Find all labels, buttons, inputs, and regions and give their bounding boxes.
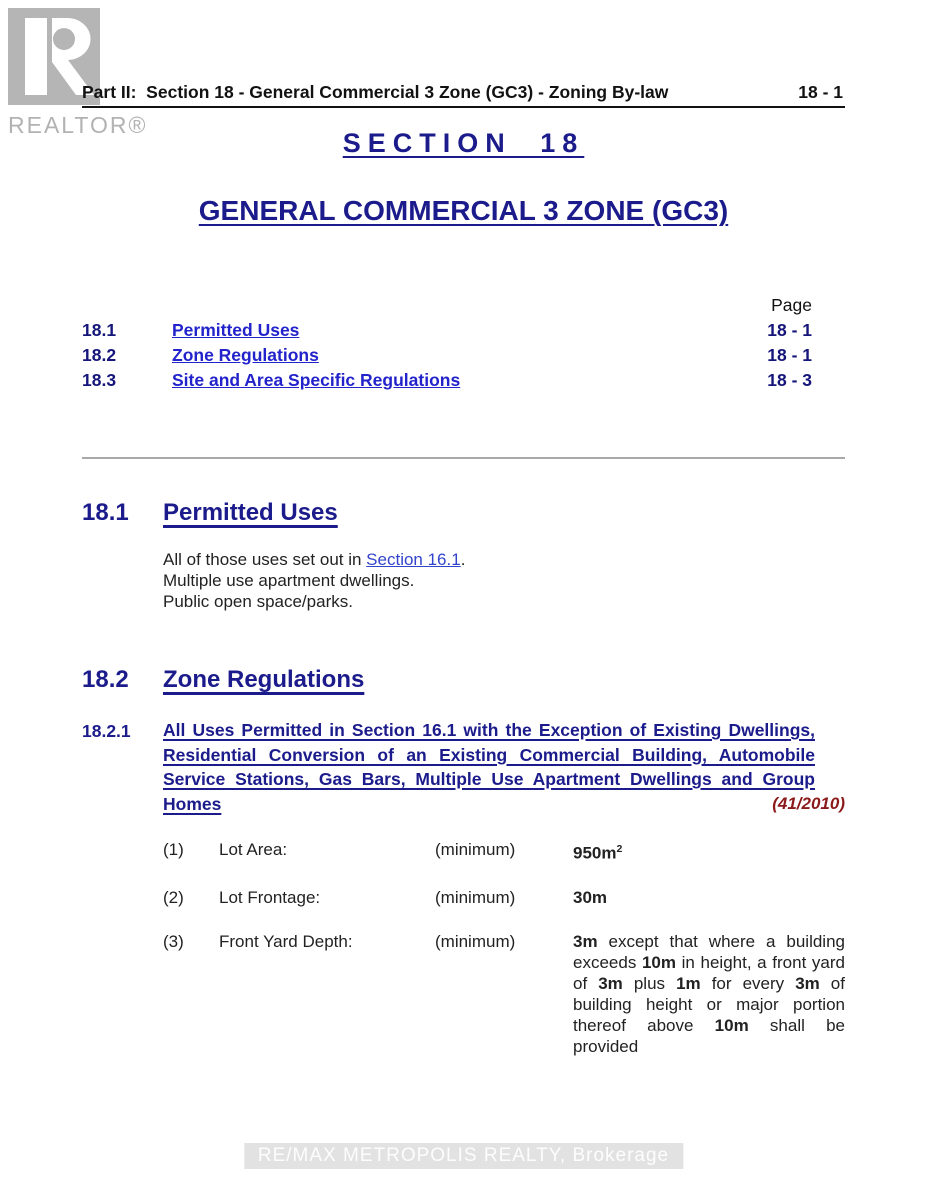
section-18-1-body bbox=[163, 549, 845, 612]
item-qualifier: (minimum) bbox=[435, 887, 516, 907]
item-label: Lot Frontage: bbox=[219, 887, 321, 907]
section-16-1-link[interactable]: Section 16.1 bbox=[366, 550, 461, 569]
item-qualifier: (minimum) bbox=[435, 931, 516, 951]
toc-entry-number: 18.3 bbox=[82, 370, 117, 390]
section-18-2-heading bbox=[82, 666, 845, 694]
amendment-note: (41/2010) bbox=[772, 794, 845, 813]
toc-link-site-area-regulations[interactable]: Site and Area Specific Regulations bbox=[172, 370, 461, 390]
regulation-row-front-yard-depth bbox=[163, 931, 845, 1057]
item-number: (3) bbox=[163, 931, 184, 951]
toc-row bbox=[82, 318, 812, 343]
subsection-title-text: All Uses Permitted in Section 16.1 with the Exception of Existing Dwellings, Residential Conversion of an Existing Commercial Building, Automobile Service Stations, Gas Bars, Multiple Use Apartment Dwellings and Group Homes bbox=[163, 720, 815, 814]
toc-page-column-label: Page bbox=[771, 295, 812, 315]
toc-row bbox=[82, 368, 812, 393]
section-18-2 bbox=[82, 666, 845, 694]
section-number: 18.2 bbox=[82, 666, 129, 693]
item-value: 30m bbox=[573, 887, 608, 907]
section-18-title: SECTION 18 bbox=[342, 128, 585, 158]
section-18-1 bbox=[82, 499, 845, 612]
page-header bbox=[82, 82, 845, 108]
regulation-row-lot-frontage bbox=[163, 887, 845, 908]
item-qualifier: (minimum) bbox=[435, 840, 516, 859]
header-page-number: 18 - 1 bbox=[798, 82, 843, 102]
toc-entry-page: 18 - 1 bbox=[767, 320, 812, 340]
brokerage-watermark: RE/MAX METROPOLIS REALTY, Brokerage bbox=[244, 1143, 683, 1169]
header-title: Part II: Section 18 - General Commercial 3 Zone (GC3) - Zoning By-law bbox=[82, 82, 669, 102]
toc-row bbox=[82, 343, 812, 368]
permitted-use-line: Multiple use apartment dwellings. bbox=[163, 571, 415, 590]
item-number: (2) bbox=[163, 887, 184, 907]
realtor-logo-label: REALTOR® bbox=[8, 112, 148, 138]
toc-entry-page: 18 - 3 bbox=[767, 370, 812, 390]
zone-title: GENERAL COMMERCIAL 3 ZONE (GC3) bbox=[198, 195, 729, 226]
section-18-1-heading bbox=[82, 499, 845, 527]
zone-regulation-items bbox=[163, 839, 845, 1057]
table-of-contents bbox=[82, 293, 845, 393]
item-label: Lot Area: bbox=[219, 840, 288, 859]
toc-link-permitted-uses[interactable]: Permitted Uses bbox=[172, 320, 300, 340]
section-title-text: Permitted Uses bbox=[163, 499, 338, 526]
section-number: 18.1 bbox=[82, 499, 129, 526]
toc-entry-page: 18 - 1 bbox=[767, 345, 812, 365]
item-number: (1) bbox=[163, 840, 184, 859]
item-value: $950m^2$ bbox=[573, 843, 623, 863]
subsection-18-2-1-heading bbox=[82, 718, 845, 816]
regulation-row-lot-area bbox=[163, 839, 845, 864]
document-content bbox=[82, 0, 845, 1080]
toc-link-zone-regulations[interactable]: Zone Regulations bbox=[172, 345, 319, 365]
toc-entry-number: 18.2 bbox=[82, 345, 117, 365]
item-value: 3m except that where a building exceeds 10m in height, a front yard of 3m plus 1m for every 3m of building height or major portion thereof above 10m shall be provided bbox=[573, 931, 846, 1056]
permitted-use-line: Public open space/parks. bbox=[163, 592, 353, 611]
subsection-number: 18.2.1 bbox=[82, 721, 131, 741]
permitted-use-line: All of those uses set out in Section 16.1. bbox=[163, 550, 466, 569]
section-title-text: Zone Regulations bbox=[163, 666, 365, 693]
section-divider bbox=[82, 457, 845, 459]
item-label: Front Yard Depth: bbox=[219, 931, 353, 951]
toc-entry-number: 18.1 bbox=[82, 320, 117, 340]
